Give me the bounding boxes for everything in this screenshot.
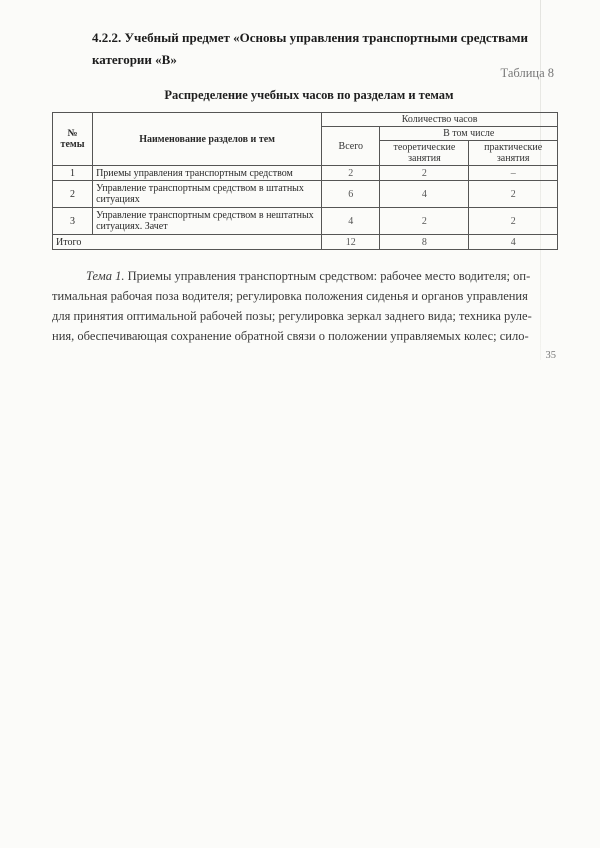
header-name: Наименование разделов и тем (93, 113, 322, 166)
topic-paragraph (52, 266, 558, 346)
paragraph-line-4: ния, обеспечивающая сохранение обратной связи о положении управляемых колес; сило- (52, 329, 529, 343)
cell-num: 3 (53, 208, 93, 235)
cell-total: 6 (322, 181, 380, 208)
table-total-row (53, 235, 558, 250)
section-title (92, 27, 542, 71)
total-label: Итого (53, 235, 322, 250)
table-row (53, 166, 558, 181)
header-num: № темы (53, 113, 93, 166)
cell-practice: 2 (469, 208, 558, 235)
cell-name: Приемы управления транспортным средством (93, 166, 322, 181)
cell-theory: 4 (380, 181, 469, 208)
paragraph-line-1-text: Приемы управления транспортным средством: рабочее место водителя; оп- (127, 269, 531, 283)
table-title: Распределение учебных часов по разделам и темам (164, 88, 454, 102)
header-theory: теоретические занятия (380, 141, 469, 166)
section-title-line-2: категории «В» (92, 52, 177, 67)
page-number: 35 (545, 350, 556, 361)
cell-practice: 2 (469, 181, 558, 208)
cell-theory: 2 (380, 208, 469, 235)
section-title-line-1: 4.2.2. Учебный предмет «Основы управления транспортными средствами (92, 30, 528, 45)
total-theory: 8 (380, 235, 469, 250)
cell-theory: 2 (380, 166, 469, 181)
cell-total: 2 (322, 166, 380, 181)
table-row (53, 181, 558, 208)
paragraph-line-3: для принятия оптимальной рабочей позы; регулировка зеркал заднего вида; техника руле- (52, 309, 532, 323)
header-practice: практические занятия (469, 141, 558, 166)
cell-total: 4 (322, 208, 380, 235)
table-header-row (53, 113, 558, 127)
cell-num: 1 (53, 166, 93, 181)
total-total: 12 (322, 235, 380, 250)
total-practice: 4 (469, 235, 558, 250)
table-row (53, 208, 558, 235)
cell-num: 2 (53, 181, 93, 208)
paragraph-line-1 (52, 266, 558, 286)
header-incl: В том числе (380, 127, 558, 141)
paragraph-line-2: тимальная рабочая поза водителя; регулировка положения сиденья и органов управления (52, 289, 528, 303)
topic-label: Тема 1. (86, 269, 125, 283)
cell-name: Управление транспортным средством в нештатных ситуациях. Зачет (93, 208, 322, 235)
header-hours: Количество часов (322, 113, 558, 127)
table-caption: Таблица 8 (500, 66, 554, 80)
header-total: Всего (322, 127, 380, 166)
hours-table (52, 112, 558, 250)
cell-name: Управление транспортным средством в штатных ситуациях (93, 181, 322, 208)
cell-practice: – (469, 166, 558, 181)
